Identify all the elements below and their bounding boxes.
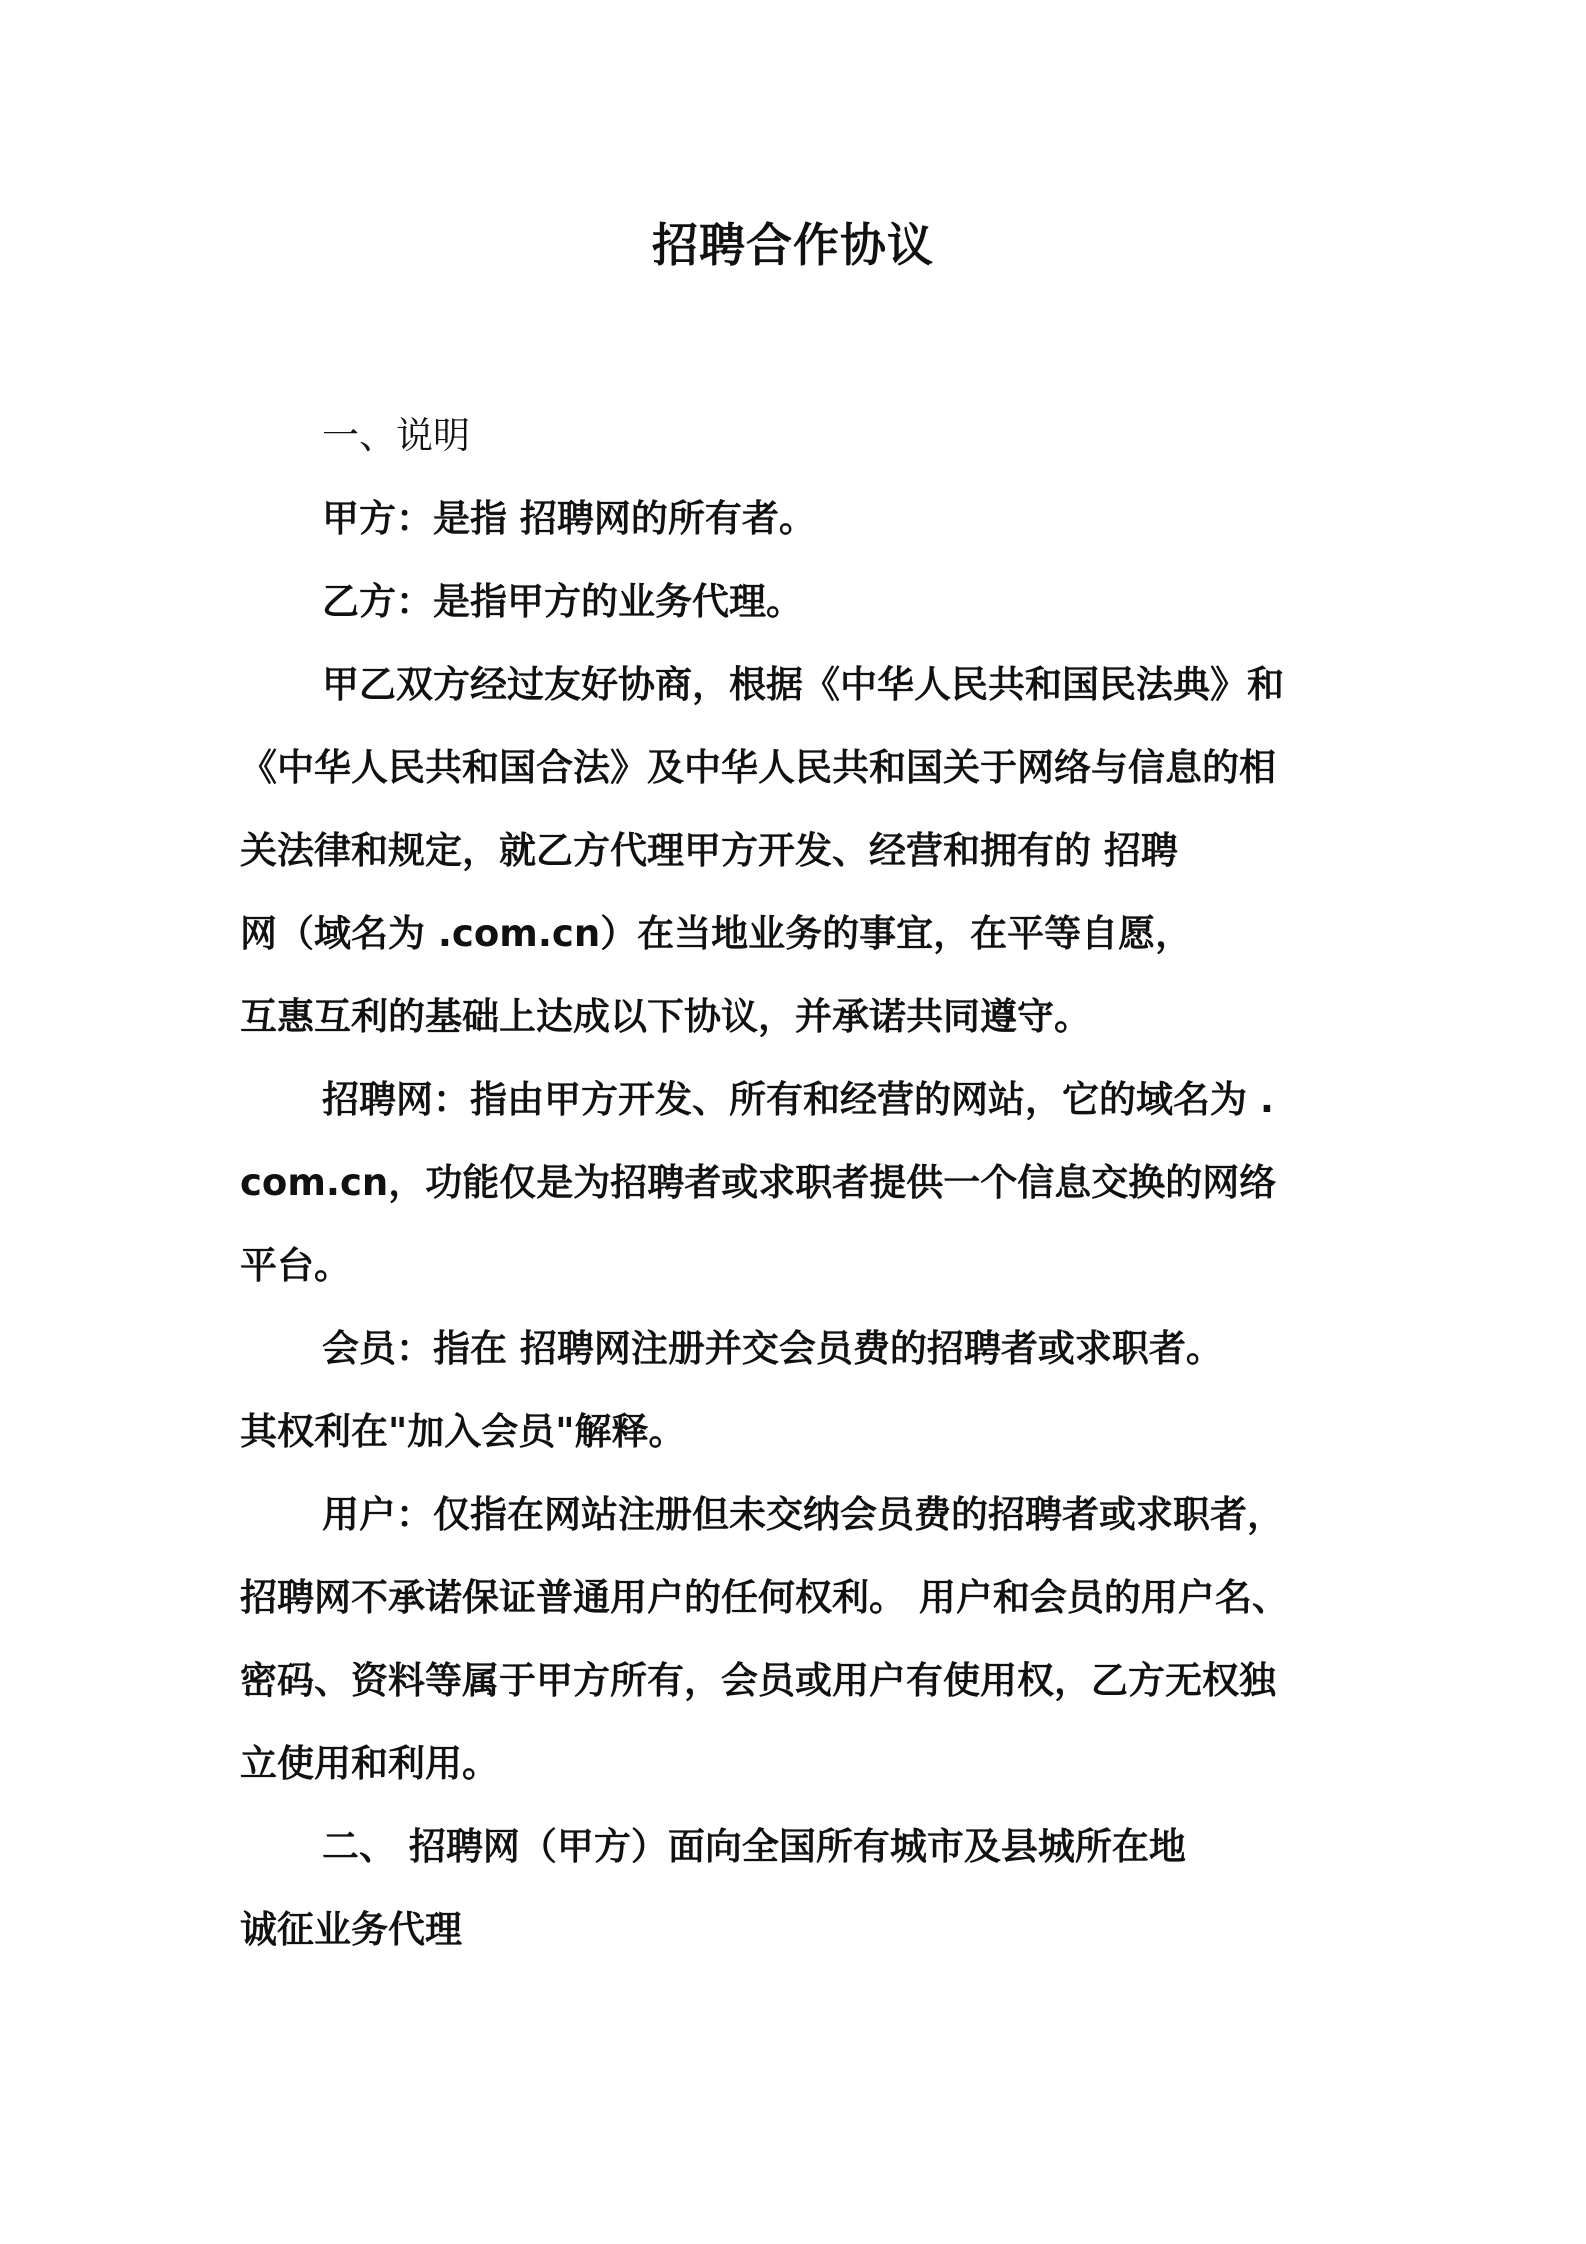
paragraph-line: 《中华人民共和国合法》及中华人民共和国关于网络与信息的相 xyxy=(240,746,1276,789)
paragraph-line: 立使用和利用。 xyxy=(240,1742,499,1785)
section-heading-1: 一、说明 xyxy=(322,414,470,457)
paragraph-line-party-a: 甲方：是指 招聘网的所有者。 xyxy=(322,497,816,540)
paragraph-line: 网（域名为 .com.cn）在当地业务的事宜，在平等自愿， xyxy=(240,912,1193,955)
paragraph-line: 关法律和规定，就乙方代理甲方开发、经营和拥有的 招聘 xyxy=(240,829,1178,872)
section-heading-2: 二、 招聘网（甲方）面向全国所有城市及县城所在地 xyxy=(322,1825,1186,1868)
document-title: 招聘合作协议 xyxy=(652,218,934,272)
paragraph-line: 其权利在"加入会员"解释。 xyxy=(240,1410,686,1453)
paragraph-line: 招聘网不承诺保证普通用户的任何权利。 用户和会员的用户名、 xyxy=(240,1576,1289,1619)
paragraph-line: 密码、资料等属于甲方所有，会员或用户有使用权，乙方无权独 xyxy=(240,1659,1276,1702)
paragraph-line: 会员：指在 招聘网注册并交会员费的招聘者或求职者。 xyxy=(322,1327,1223,1370)
paragraph-line-party-b: 乙方：是指甲方的业务代理。 xyxy=(322,580,803,623)
paragraph-line: com.cn，功能仅是为招聘者或求职者提供一个信息交换的网络 xyxy=(240,1161,1277,1204)
paragraph-line: 平台。 xyxy=(240,1244,351,1287)
paragraph-line: 招聘网：指由甲方开发、所有和经营的网站，它的域名为 . xyxy=(322,1078,1274,1121)
paragraph-line: 用户：仅指在网站注册但未交纳会员费的招聘者或求职者， xyxy=(322,1493,1284,1536)
paragraph-line: 互惠互利的基础上达成以下协议，并承诺共同遵守。 xyxy=(240,995,1091,1038)
paragraph-line: 诚征业务代理 xyxy=(240,1908,462,1951)
paragraph-line: 甲乙双方经过友好协商，根据《中华人民共和国民法典》和 xyxy=(322,663,1284,706)
